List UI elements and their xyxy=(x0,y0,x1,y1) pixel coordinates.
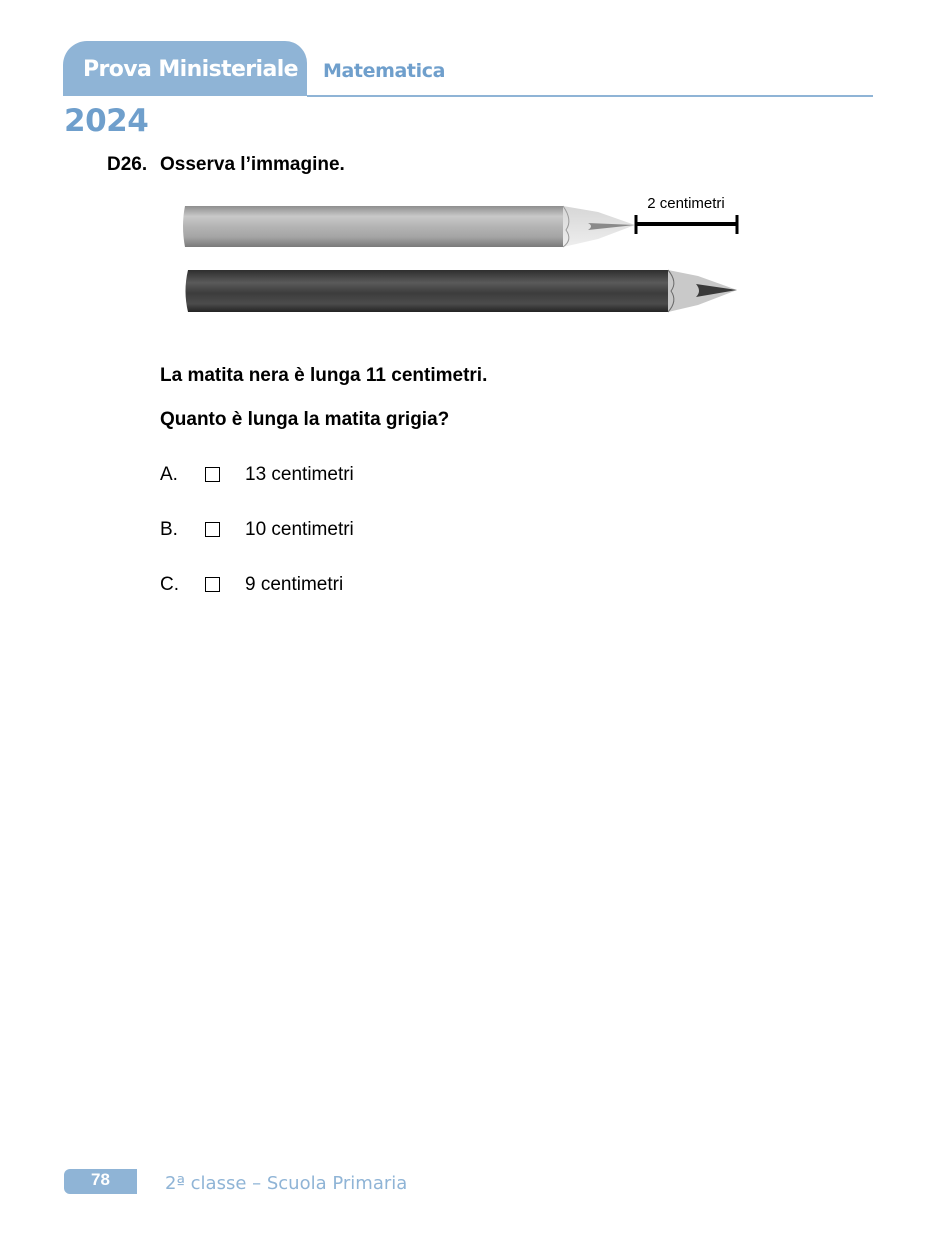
question-prompt: Quanto è lunga la matita grigia? xyxy=(160,409,450,430)
subject-label: Matematica xyxy=(323,60,445,82)
checkbox[interactable] xyxy=(205,522,220,537)
pencils-figure xyxy=(178,190,748,320)
option-letter: B. xyxy=(160,519,178,540)
header-tab-label: Prova Ministeriale xyxy=(83,57,299,82)
header-divider xyxy=(307,95,873,97)
option-text: 9 centimetri xyxy=(245,574,344,595)
page-number: 78 xyxy=(91,1170,110,1189)
black-pencil xyxy=(186,270,738,312)
option-text: 13 centimetri xyxy=(245,464,354,485)
question-number: D26. xyxy=(107,154,148,175)
option-text: 10 centimetri xyxy=(245,519,354,540)
checkbox[interactable] xyxy=(205,577,220,592)
footer-text: 2ª classe – Scuola Primaria xyxy=(165,1173,408,1194)
scale-label: 2 centimetri xyxy=(647,195,725,212)
question-title: Osserva l’immagine. xyxy=(160,154,345,175)
question-statement: La matita nera è lunga 11 centimetri. xyxy=(160,365,488,386)
option-letter: A. xyxy=(160,464,178,485)
option-letter: C. xyxy=(160,574,179,595)
checkbox[interactable] xyxy=(205,467,220,482)
year-label: 2024 xyxy=(64,103,149,139)
scale-bar xyxy=(636,195,737,234)
grey-pencil xyxy=(183,206,635,247)
